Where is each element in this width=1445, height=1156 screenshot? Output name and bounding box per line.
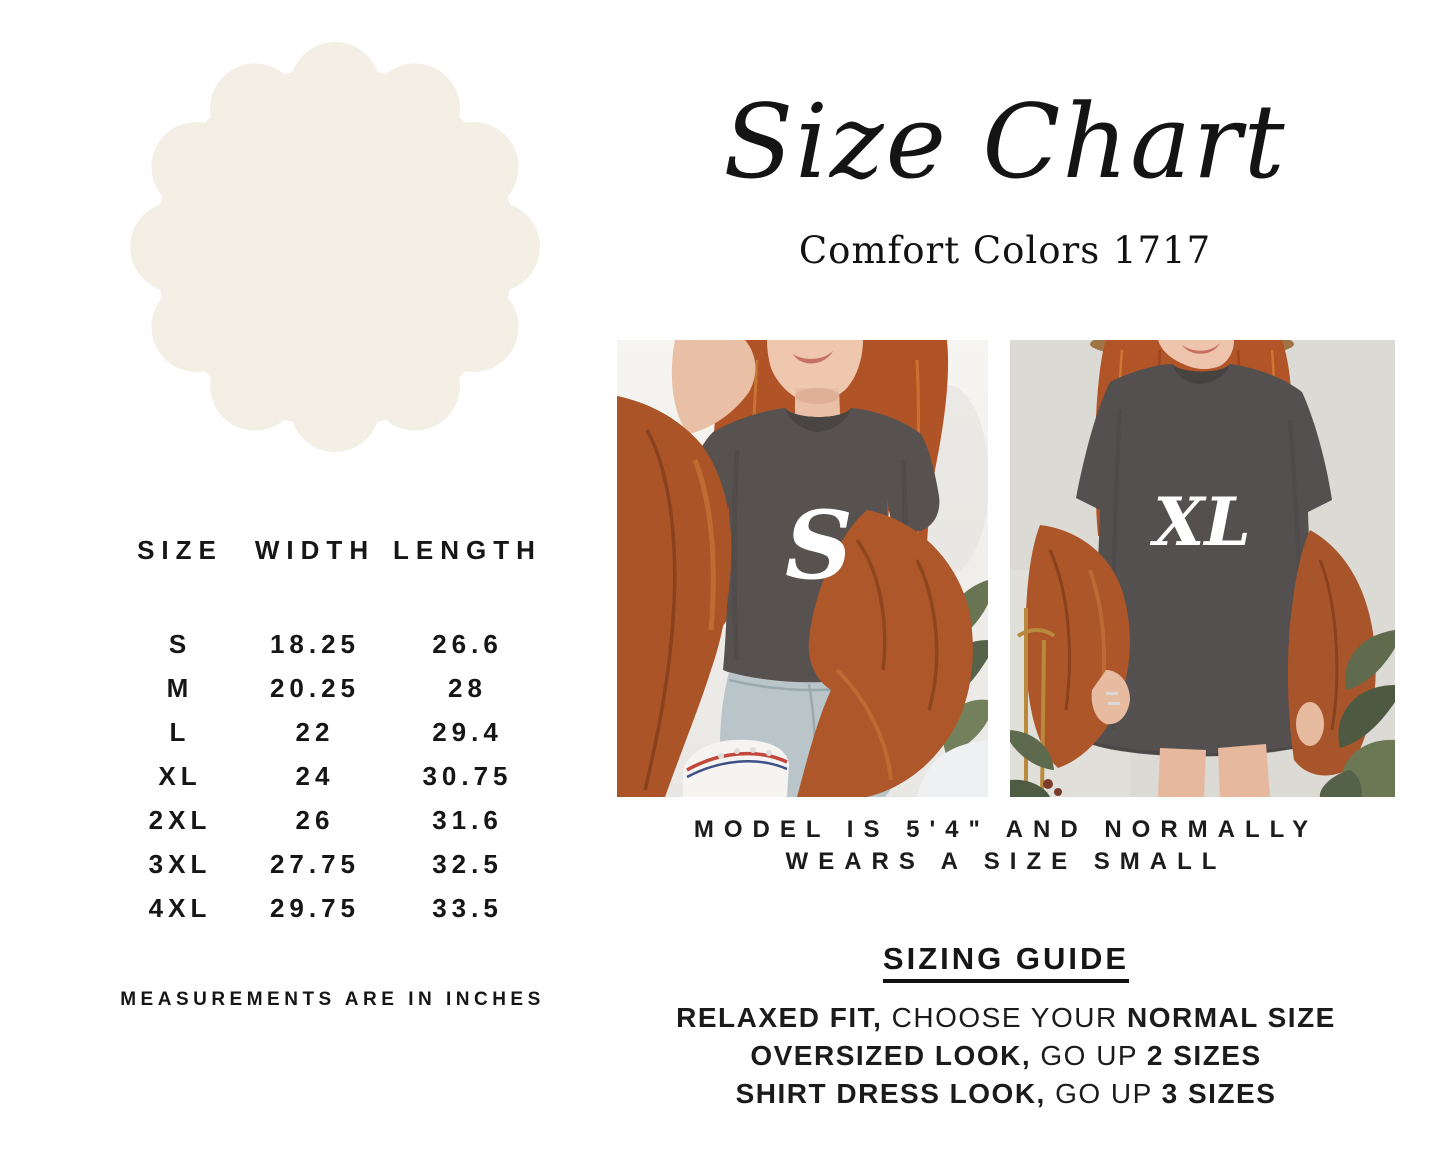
length-cell: 30.75 — [422, 760, 513, 791]
width-cell: 20.25 — [269, 672, 361, 703]
width-cell: 26 — [295, 804, 335, 835]
length-cell: 28 — [448, 672, 487, 703]
size-cell: L — [169, 716, 191, 747]
size-table-row — [115, 754, 550, 798]
photo-size-xl — [1010, 340, 1395, 797]
col-header-size: SIZE — [137, 534, 223, 565]
photo-size-s — [617, 340, 988, 797]
size-cell: 2XL — [148, 804, 212, 835]
size-table — [115, 534, 550, 930]
sizing-guide-heading: SIZING GUIDE — [883, 942, 1129, 983]
model-wearing-xl-illustration — [1010, 340, 1395, 797]
sizing-guide-line: RELAXED FIT, CHOOSE YOUR NORMAL SIZE — [676, 1002, 1336, 1033]
length-cell: 33.5 — [432, 892, 503, 923]
col-header-width: WIDTH — [254, 534, 376, 565]
width-cell: 29.75 — [269, 892, 361, 923]
size-cell: M — [166, 672, 194, 703]
title-block — [620, 58, 1390, 274]
size-cell: 3XL — [148, 848, 212, 879]
shirt-size-letter-s: S — [785, 491, 853, 601]
length-cell: 29.4 — [432, 716, 503, 747]
length-cell: 32.5 — [432, 848, 503, 879]
size-table-row — [115, 666, 550, 710]
model-note-line1: MODEL IS 5'4" AND NORMALLY — [693, 816, 1319, 843]
scallop-circle-icon — [130, 42, 540, 452]
size-table-row — [115, 842, 550, 886]
width-cell: 22 — [295, 716, 335, 747]
model-note — [617, 814, 1395, 878]
length-cell: 31.6 — [432, 804, 503, 835]
size-cell: XL — [158, 760, 202, 791]
size-table-row — [115, 886, 550, 930]
size-table-row — [115, 710, 550, 754]
sizing-guide-line: SHIRT DRESS LOOK, GO UP 3 SIZES — [735, 1078, 1277, 1109]
size-table-header — [115, 534, 550, 566]
width-cell: 27.75 — [269, 848, 361, 879]
width-cell: 18.25 — [269, 628, 361, 659]
size-table-row — [115, 798, 550, 842]
sizing-guide-line: OVERSIZED LOOK, GO UP 2 SIZES — [750, 1040, 1262, 1071]
sizing-guide-lines — [617, 999, 1395, 1113]
page-subtitle: Comfort Colors 1717 — [798, 229, 1212, 272]
length-cell: 26.6 — [432, 628, 503, 659]
model-wearing-s-illustration — [617, 340, 988, 797]
scalloped-badge-shape — [130, 42, 540, 452]
size-cell: 4XL — [148, 892, 212, 923]
sizing-guide — [617, 942, 1395, 1113]
measurements-footnote: MEASUREMENTS ARE IN INCHES — [120, 989, 545, 1010]
page-title: Size Chart — [723, 83, 1287, 202]
size-table-row — [115, 622, 550, 666]
model-note-line2: WEARS A SIZE SMALL — [785, 848, 1227, 875]
width-cell: 24 — [295, 760, 335, 791]
size-cell: S — [168, 628, 192, 659]
shirt-size-letter-xl: XL — [1153, 483, 1251, 561]
col-header-length: LENGTH — [393, 534, 542, 565]
size-table-rows — [115, 622, 550, 930]
model-photos — [617, 340, 1395, 797]
